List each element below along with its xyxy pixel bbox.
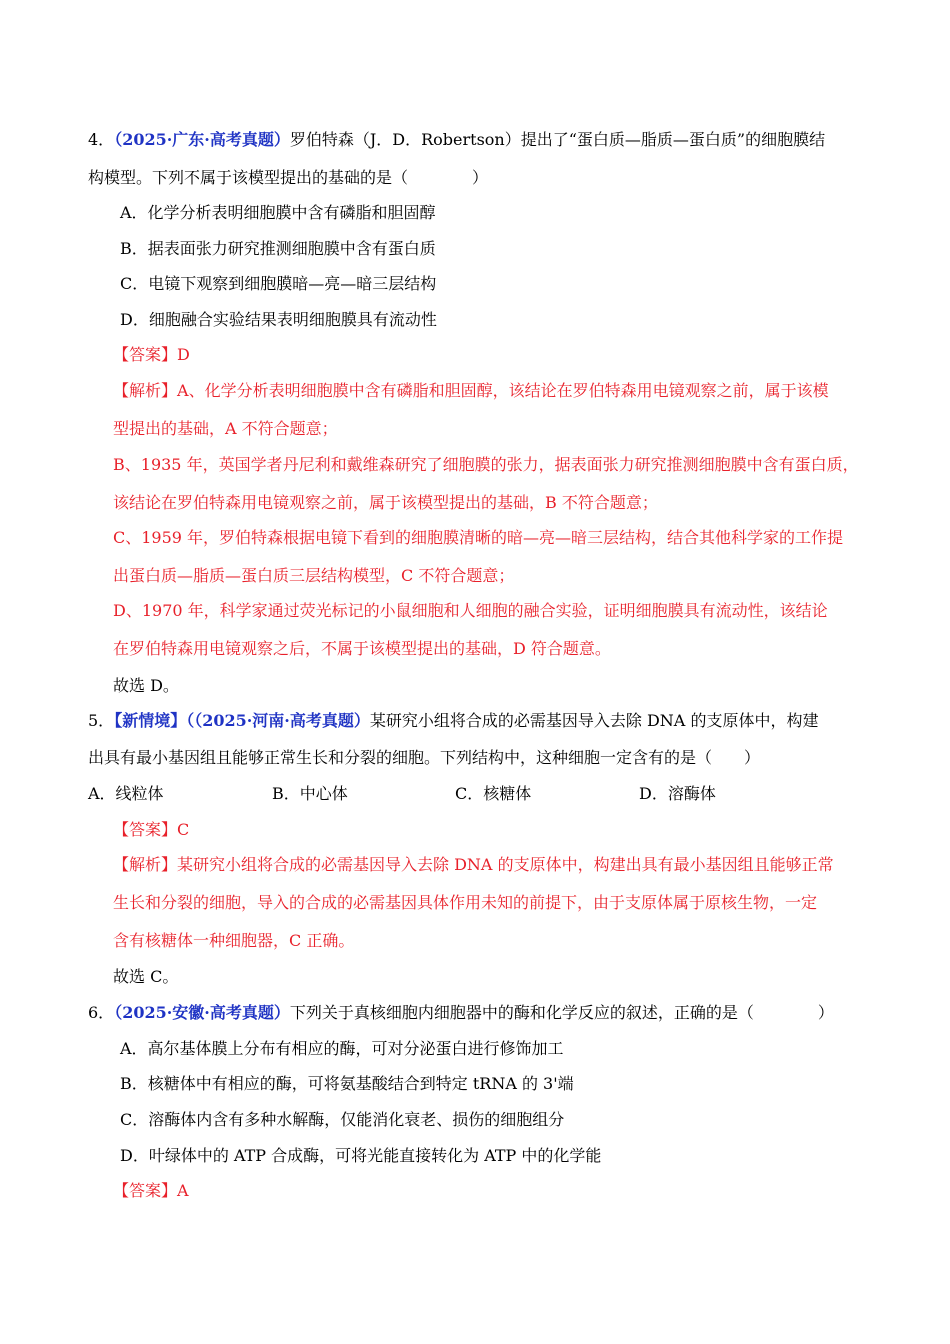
q4-conclusion: 故选 D。 — [113, 676, 179, 695]
q4-stem-line-2: 构模型。下列不属于该模型提出的基础的是（ ） — [88, 168, 489, 187]
q5-option-c: C．核糖体 — [455, 784, 532, 803]
q5-stem-1: 某研究小组将合成的必需基因导入去除 DNA 的支原体中，构建 — [369, 711, 819, 730]
q4-number: 4． — [88, 130, 115, 149]
q4-analysis-line-6: 出蛋白质—脂质—蛋白质三层结构模型，C 不符合题意； — [113, 566, 515, 585]
q4-option-d: D．细胞融合实验结果表明细胞膜具有流动性 — [120, 310, 437, 329]
q4-stem-line-1 — [88, 130, 825, 150]
q4-analysis-line-2: 型提出的基础，A 不符合题意； — [113, 419, 338, 438]
q4-analysis-line-3: B、1935 年，英国学者丹尼利和戴维森研究了细胞膜的张力，据表面张力研究推测细胞膜中含有蛋白质， — [113, 455, 859, 474]
q4-analysis-line-5: C、1959 年，罗伯特森根据电镜下看到的细胞膜清晰的暗—亮—暗三层结构，结合其他科学家的工作提 — [113, 528, 844, 547]
q6-option-c: C．溶酶体内含有多种水解酶，仅能消化衰老、损伤的细胞组分 — [120, 1110, 565, 1129]
q6-stem-line-1 — [88, 1003, 834, 1023]
q6-option-d: D．叶绿体中的 ATP 合成酶，可将光能直接转化为 ATP 中的化学能 — [120, 1146, 602, 1165]
q6-answer-label: 【答案】 — [113, 1181, 178, 1200]
q4-answer-value: D — [177, 345, 190, 364]
q6-source: （2025·安徽·高考真题） — [114, 1003, 290, 1022]
q6-stem-1: 下列关于真核细胞内细胞器中的酶和化学反应的叙述，正确的是（ ） — [289, 1003, 834, 1022]
q4-analysis-line-1: 【解析】A、化学分析表明细胞膜中含有磷脂和胆固醇，该结论在罗伯特森用电镜观察之前，属于该模 — [113, 381, 829, 400]
q5-number: 5． — [88, 711, 115, 730]
q4-analysis-line-7: D、1970 年，科学家通过荧光标记的小鼠细胞和人细胞的融合实验，证明细胞膜具有流动性，该结论 — [113, 601, 828, 620]
q4-source: （2025·广东·高考真题） — [114, 130, 290, 149]
q5-analysis-label: 【解析】 — [113, 855, 178, 874]
q5-option-a: A．线粒体 — [88, 784, 164, 803]
q5-analysis-line-1: 【解析】某研究小组将合成的必需基因导入去除 DNA 的支原体中，构建出具有最小基因组且能够正常 — [113, 855, 834, 874]
q4-stem-1: 罗伯特森（J．D．Robertson）提出了“蛋白质—脂质—蛋白质”的细胞膜结 — [289, 130, 826, 149]
q4-answer — [113, 345, 190, 365]
q5-conclusion: 故选 C。 — [113, 967, 179, 986]
q4-analysis-line-4: 该结论在罗伯特森用电镜观察之前，属于该模型提出的基础，B 不符合题意； — [113, 493, 658, 512]
q5-answer-label: 【答案】 — [113, 820, 178, 839]
q6-answer — [113, 1181, 189, 1201]
q6-option-a: A．高尔基体膜上分布有相应的酶，可对分泌蛋白进行修饰加工 — [120, 1039, 564, 1058]
q5-option-b: B．中心体 — [272, 784, 348, 803]
q4-option-c: C．电镜下观察到细胞膜暗—亮—暗三层结构 — [120, 274, 437, 293]
q5-stem-line-1 — [88, 711, 818, 731]
q4-option-a: A．化学分析表明细胞膜中含有磷脂和胆固醇 — [120, 203, 436, 222]
q4-analysis-label: 【解析】 — [113, 381, 178, 400]
q5-option-d: D．溶酶体 — [639, 784, 716, 803]
q5-source: （（2025·河南·高考真题） — [186, 711, 370, 730]
q4-analysis-line-8: 在罗伯特森用电镜观察之后，不属于该模型提出的基础，D 符合题意。 — [113, 639, 611, 658]
q5-answer-value: C — [177, 820, 190, 839]
q6-number: 6． — [88, 1003, 115, 1022]
q5-analysis-line-2: 生长和分裂的细胞，导入的合成的必需基因具体作用未知的前提下，由于支原体属于原核生物，一定 — [113, 893, 818, 912]
q4-answer-label: 【答案】 — [113, 345, 178, 364]
q5-tag: 【新情境】 — [114, 711, 187, 730]
q6-option-b: B．核糖体中有相应的酶，可将氨基酸结合到特定 tRNA 的 3'端 — [120, 1074, 574, 1093]
q4-option-b: B．据表面张力研究推测细胞膜中含有蛋白质 — [120, 239, 436, 258]
q5-answer — [113, 820, 189, 840]
q5-stem-line-2: 出具有最小基因组且能够正常生长和分裂的细胞。下列结构中，这种细胞一定含有的是（ ） — [88, 748, 761, 767]
q6-answer-value: A — [177, 1181, 189, 1200]
q5-analysis-line-3: 含有核糖体一种细胞器，C 正确。 — [113, 931, 355, 950]
